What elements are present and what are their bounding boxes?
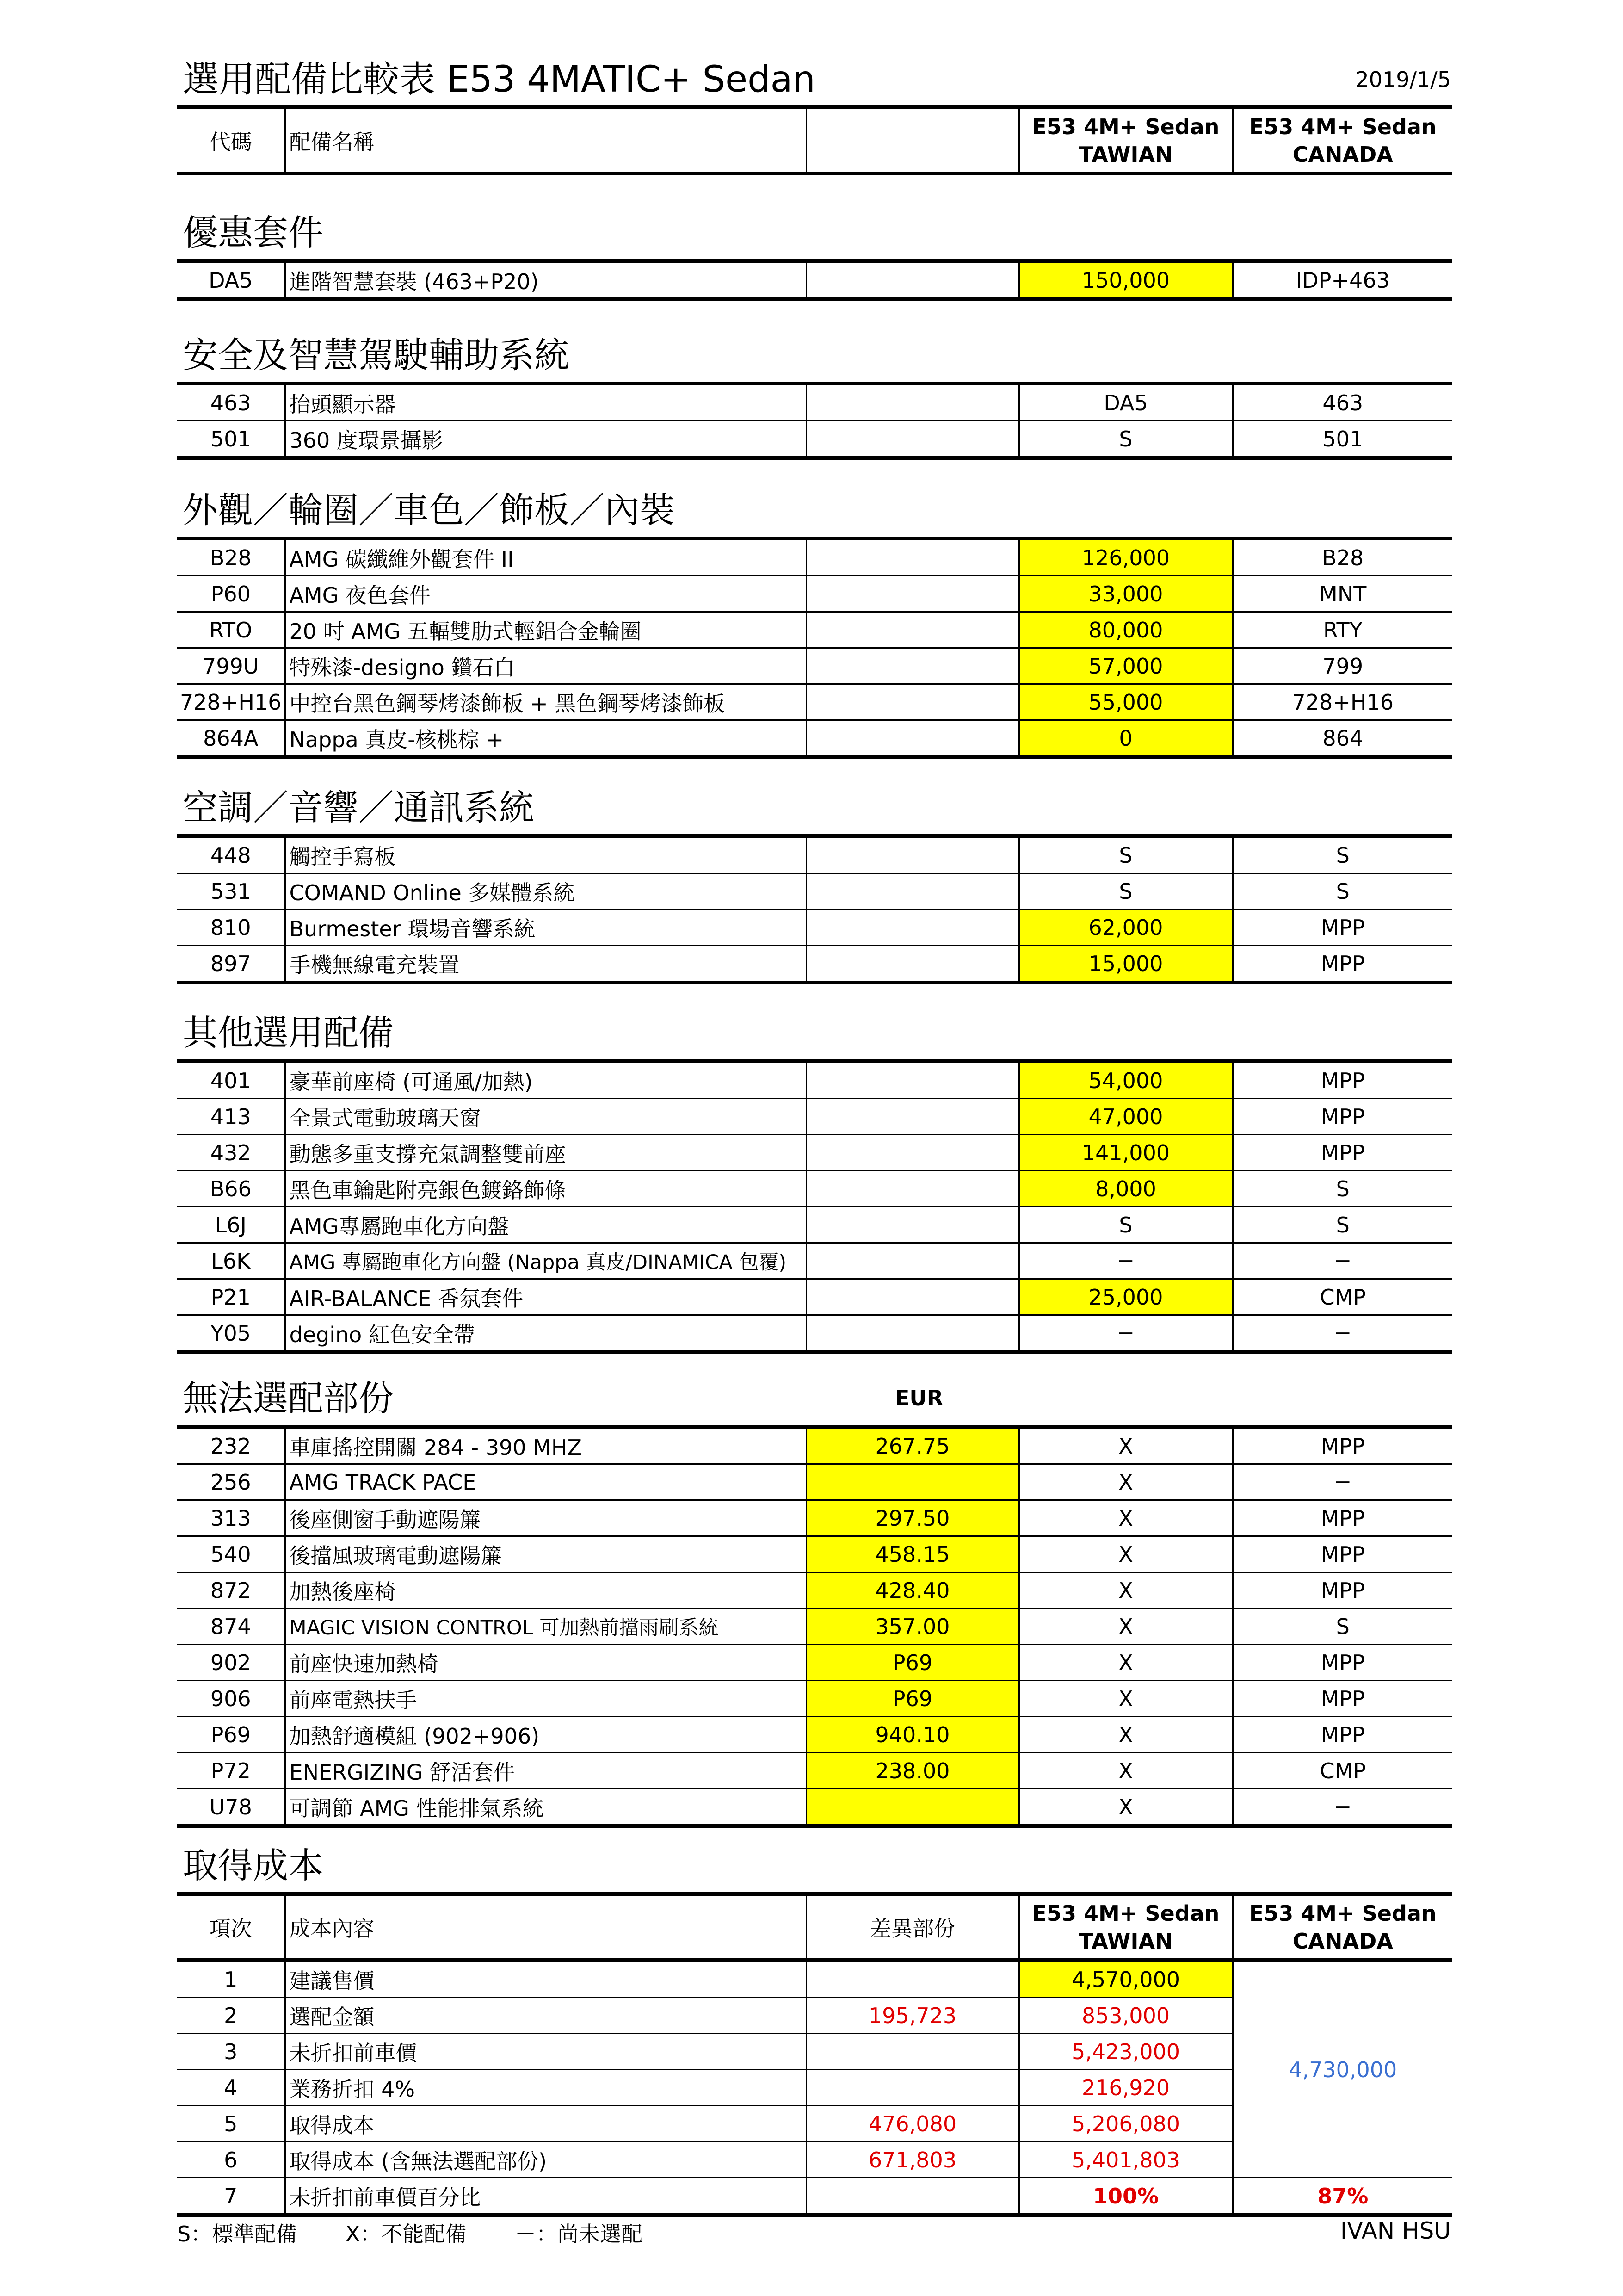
option-code: 401 <box>177 1061 285 1099</box>
canada-value: 728+H16 <box>1233 684 1452 720</box>
option-name: 全景式電動玻璃天窗 <box>285 1099 806 1135</box>
table-row <box>177 1427 1452 1464</box>
table-row <box>177 836 1452 873</box>
option-name: 360 度環景攝影 <box>285 421 806 458</box>
option-name: AMG專屬跑車化方向盤 <box>285 1207 806 1243</box>
option-name: AMG 碳纖維外觀套件 II <box>285 538 806 576</box>
cost-item-name: 建議售價 <box>285 1960 806 1998</box>
cost-header-taiwan-text: E53 4M+ Sedan TAWIAN <box>1032 1900 1220 1954</box>
option-name: 動態多重支撐充氣調整雙前座 <box>285 1135 806 1171</box>
option-code: 874 <box>177 1609 285 1645</box>
canada-value: 463 <box>1233 384 1452 421</box>
taiwan-value: X <box>1019 1500 1233 1536</box>
currency-label: EUR <box>895 1386 944 1411</box>
option-code: 897 <box>177 946 285 983</box>
cost-taiwan: 4,570,000 <box>1019 1960 1233 1998</box>
eur-price <box>806 1099 1019 1135</box>
canada-value: S <box>1233 1171 1452 1207</box>
eur-price <box>806 261 1019 299</box>
section-table <box>177 537 1452 759</box>
eur-price <box>806 1315 1019 1353</box>
taiwan-value: S <box>1019 1207 1233 1243</box>
canada-value: ─ <box>1233 1315 1452 1353</box>
taiwan-value: 57,000 <box>1019 648 1233 684</box>
option-name: 中控台黑色鋼琴烤漆飾板 + 黑色鋼琴烤漆飾板 <box>285 684 806 720</box>
eur-price <box>806 946 1019 983</box>
cost-diff <box>806 2178 1019 2216</box>
cost-index: 5 <box>177 2106 285 2142</box>
option-code: 540 <box>177 1536 285 1572</box>
table-row <box>177 1681 1452 1717</box>
taiwan-value: S <box>1019 836 1233 873</box>
eur-price <box>806 1171 1019 1207</box>
option-name: Burmester 環場音響系統 <box>285 910 806 946</box>
option-code: 864A <box>177 720 285 758</box>
eur-price <box>806 576 1019 612</box>
option-name: AMG 專屬跑車化方向盤 (Nappa 真皮/DINAMICA 包覆) <box>285 1243 806 1279</box>
option-code: Y05 <box>177 1315 285 1353</box>
header-extra <box>806 107 1019 173</box>
cost-header-row <box>177 1894 1452 1960</box>
canada-value: 799 <box>1233 648 1452 684</box>
section-title: 外觀／輪圈／車色／飾板／內裝 <box>183 489 675 531</box>
cost-header-canada <box>1233 1894 1452 1960</box>
option-code: P72 <box>177 1753 285 1789</box>
option-name: AMG TRACK PACE <box>285 1464 806 1500</box>
cost-row <box>177 1960 1452 1998</box>
table-row <box>177 421 1452 458</box>
header-table <box>177 105 1452 175</box>
canada-value: MPP <box>1233 1099 1452 1135</box>
cost-taiwan: 5,423,000 <box>1019 2034 1233 2070</box>
canada-value: MNT <box>1233 576 1452 612</box>
eur-price <box>806 1135 1019 1171</box>
canada-value: MPP <box>1233 910 1452 946</box>
cost-row <box>177 2178 1452 2216</box>
taiwan-value: 55,000 <box>1019 684 1233 720</box>
option-code: 413 <box>177 1099 285 1135</box>
option-code: 872 <box>177 1572 285 1609</box>
table-row <box>177 720 1452 758</box>
option-name: 前座電熱扶手 <box>285 1681 806 1717</box>
taiwan-value: X <box>1019 1572 1233 1609</box>
taiwan-value: X <box>1019 1645 1233 1681</box>
taiwan-value: X <box>1019 1789 1233 1826</box>
option-code: P21 <box>177 1279 285 1315</box>
taiwan-value: X <box>1019 1427 1233 1464</box>
section-table <box>177 382 1452 460</box>
cost-diff <box>806 2070 1019 2106</box>
canada-value: S <box>1233 873 1452 910</box>
option-name: 豪華前座椅 (可通風/加熱) <box>285 1061 806 1099</box>
cost-diff <box>806 1960 1019 1998</box>
table-row <box>177 1464 1452 1500</box>
table-row <box>177 1572 1452 1609</box>
table-row <box>177 1207 1452 1243</box>
option-code: DA5 <box>177 261 285 299</box>
canada-value: MPP <box>1233 1061 1452 1099</box>
table-row <box>177 1279 1452 1315</box>
eur-price <box>806 384 1019 421</box>
canada-value: MPP <box>1233 1572 1452 1609</box>
cost-index: 1 <box>177 1960 285 1998</box>
eur-price: 238.00 <box>806 1753 1019 1789</box>
cost-item-name: 未折扣前車價百分比 <box>285 2178 806 2216</box>
table-row <box>177 1609 1452 1645</box>
option-code: 232 <box>177 1427 285 1464</box>
cost-header-diff: 差異部份 <box>806 1894 1019 1960</box>
taiwan-value: 8,000 <box>1019 1171 1233 1207</box>
eur-price <box>806 538 1019 576</box>
header-name: 配備名稱 <box>285 107 806 173</box>
cost-diff: 476,080 <box>806 2106 1019 2142</box>
eur-price <box>806 1243 1019 1279</box>
cost-header-name: 成本內容 <box>285 1894 806 1960</box>
option-name: 黑色車鑰匙附亮銀色鍍鉻飾條 <box>285 1171 806 1207</box>
author: IVAN HSU <box>1340 2217 1451 2244</box>
canada-value: MPP <box>1233 1536 1452 1572</box>
taiwan-value: DA5 <box>1019 384 1233 421</box>
cost-diff: 671,803 <box>806 2142 1019 2178</box>
option-name: 車庫搖控開關 284 - 390 MHZ <box>285 1427 806 1464</box>
section-title: 無法選配部份 <box>183 1378 394 1419</box>
taiwan-value: 54,000 <box>1019 1061 1233 1099</box>
cost-taiwan: 5,206,080 <box>1019 2106 1233 2142</box>
table-row <box>177 1536 1452 1572</box>
legend-not-selected: －：尚未選配 <box>514 2222 642 2246</box>
table-row <box>177 261 1452 299</box>
canada-value: 864 <box>1233 720 1452 758</box>
option-name: 觸控手寫板 <box>285 836 806 873</box>
canada-value: S <box>1233 836 1452 873</box>
cost-canada-total: 4,730,000 <box>1233 1960 1452 2178</box>
cost-taiwan: 5,401,803 <box>1019 2142 1233 2178</box>
option-code: 501 <box>177 421 285 458</box>
eur-price <box>806 612 1019 648</box>
cost-index: 7 <box>177 2178 285 2216</box>
document-date: 2019/1/5 <box>1355 67 1451 92</box>
taiwan-value: 47,000 <box>1019 1099 1233 1135</box>
canada-value: MPP <box>1233 946 1452 983</box>
table-row <box>177 910 1452 946</box>
option-code: 799U <box>177 648 285 684</box>
eur-price <box>806 421 1019 458</box>
table-row <box>177 612 1452 648</box>
header-code: 代碼 <box>177 107 285 173</box>
table-row <box>177 648 1452 684</box>
canada-value: CMP <box>1233 1279 1452 1315</box>
cost-diff: 195,723 <box>806 1998 1019 2034</box>
canada-value: ─ <box>1233 1789 1452 1826</box>
option-name: 加熱後座椅 <box>285 1572 806 1609</box>
cost-taiwan: 853,000 <box>1019 1998 1233 2034</box>
option-code: 463 <box>177 384 285 421</box>
table-row <box>177 576 1452 612</box>
cost-header-canada-text: E53 4M+ Sedan CANADA <box>1249 1900 1437 1954</box>
section-title: 空調／音響／通訊系統 <box>183 787 534 828</box>
canada-value: MPP <box>1233 1717 1452 1753</box>
option-code: B28 <box>177 538 285 576</box>
table-row <box>177 873 1452 910</box>
eur-price: 940.10 <box>806 1717 1019 1753</box>
section-table <box>177 259 1452 301</box>
taiwan-value: X <box>1019 1681 1233 1717</box>
option-name: 加熱舒適模組 (902+906) <box>285 1717 806 1753</box>
option-code: 256 <box>177 1464 285 1500</box>
option-code: 531 <box>177 873 285 910</box>
option-name: COMAND Online 多媒體系統 <box>285 873 806 910</box>
section-title: 安全及智慧駕駛輔助系統 <box>183 334 569 376</box>
option-code: 313 <box>177 1500 285 1536</box>
cost-diff <box>806 2034 1019 2070</box>
option-name: degino 紅色安全帶 <box>285 1315 806 1353</box>
taiwan-value: 80,000 <box>1019 612 1233 648</box>
table-row <box>177 1717 1452 1753</box>
eur-price <box>806 1789 1019 1826</box>
cost-item-name: 選配金額 <box>285 1998 806 2034</box>
taiwan-value: 62,000 <box>1019 910 1233 946</box>
table-row <box>177 1789 1452 1826</box>
taiwan-value: X <box>1019 1609 1233 1645</box>
eur-price <box>806 836 1019 873</box>
canada-value: S <box>1233 1207 1452 1243</box>
canada-value: 501 <box>1233 421 1452 458</box>
option-name: 手機無線電充裝置 <box>285 946 806 983</box>
option-name: 抬頭顯示器 <box>285 384 806 421</box>
legend-standard: S：標準配備 <box>177 2222 297 2246</box>
canada-value: MPP <box>1233 1500 1452 1536</box>
canada-value: IDP+463 <box>1233 261 1452 299</box>
cost-item-name: 取得成本 <box>285 2106 806 2142</box>
taiwan-value: X <box>1019 1753 1233 1789</box>
canada-value: S <box>1233 1609 1452 1645</box>
option-name: 20 吋 AMG 五輻雙肋式輕鋁合金輪圈 <box>285 612 806 648</box>
option-code: 448 <box>177 836 285 873</box>
canada-value: ─ <box>1233 1243 1452 1279</box>
taiwan-value: X <box>1019 1536 1233 1572</box>
cost-table <box>177 1892 1452 2217</box>
option-name: 可調節 AMG 性能排氣系統 <box>285 1789 806 1826</box>
taiwan-value: S <box>1019 873 1233 910</box>
eur-price: 297.50 <box>806 1500 1019 1536</box>
taiwan-value: S <box>1019 421 1233 458</box>
eur-price <box>806 1061 1019 1099</box>
canada-value: CMP <box>1233 1753 1452 1789</box>
taiwan-value: 15,000 <box>1019 946 1233 983</box>
canada-value: MPP <box>1233 1645 1452 1681</box>
option-code: L6J <box>177 1207 285 1243</box>
taiwan-value: X <box>1019 1464 1233 1500</box>
table-row <box>177 1135 1452 1171</box>
document-title: 選用配備比較表 E53 4MATIC+ Sedan <box>183 59 815 100</box>
table-row <box>177 1500 1452 1536</box>
cost-item-name: 取得成本 (含無法選配部份) <box>285 2142 806 2178</box>
table-row <box>177 1315 1452 1353</box>
section-table <box>177 1059 1452 1354</box>
taiwan-value: 126,000 <box>1019 538 1233 576</box>
section-title: 其他選用配備 <box>183 1012 394 1053</box>
section-title: 優惠套件 <box>183 212 323 253</box>
table-row <box>177 946 1452 983</box>
section-table <box>177 1425 1452 1828</box>
table-row <box>177 1753 1452 1789</box>
option-name: 後擋風玻璃電動遮陽簾 <box>285 1536 806 1572</box>
eur-price: 267.75 <box>806 1427 1019 1464</box>
option-code: 810 <box>177 910 285 946</box>
option-name: Nappa 真皮-核桃棕 + <box>285 720 806 758</box>
option-code: 906 <box>177 1681 285 1717</box>
option-name: 特殊漆-designo 鑽石白 <box>285 648 806 684</box>
section-table <box>177 834 1452 984</box>
eur-price <box>806 1207 1019 1243</box>
option-code: U78 <box>177 1789 285 1826</box>
option-code: L6K <box>177 1243 285 1279</box>
table-row <box>177 684 1452 720</box>
legend <box>177 2217 684 2248</box>
header-col-canada: E53 4M+ Sedan CANADA <box>1233 107 1452 173</box>
option-name: 進階智慧套裝 (463+P20) <box>285 261 806 299</box>
taiwan-value: 0 <box>1019 720 1233 758</box>
option-code: P60 <box>177 576 285 612</box>
eur-price: P69 <box>806 1645 1019 1681</box>
cost-canada-percent: 87% <box>1233 2178 1452 2216</box>
option-code: 728+H16 <box>177 684 285 720</box>
option-name: AMG 夜色套件 <box>285 576 806 612</box>
cost-taiwan: 100% <box>1019 2178 1233 2216</box>
option-name: ENERGIZING 舒活套件 <box>285 1753 806 1789</box>
taiwan-value: ─ <box>1019 1315 1233 1353</box>
canada-value: MPP <box>1233 1681 1452 1717</box>
option-name: AIR-BALANCE 香氛套件 <box>285 1279 806 1315</box>
eur-price: 428.40 <box>806 1572 1019 1609</box>
cost-section-title: 取得成本 <box>183 1845 323 1886</box>
taiwan-value: 141,000 <box>1019 1135 1233 1171</box>
option-code: 432 <box>177 1135 285 1171</box>
eur-price: 357.00 <box>806 1609 1019 1645</box>
eur-price <box>806 648 1019 684</box>
cost-index: 3 <box>177 2034 285 2070</box>
table-row <box>177 1171 1452 1207</box>
table-row <box>177 1243 1452 1279</box>
cost-index: 6 <box>177 2142 285 2178</box>
option-code: B66 <box>177 1171 285 1207</box>
cost-header-index: 項次 <box>177 1894 285 1960</box>
table-row <box>177 1645 1452 1681</box>
canada-value: RTY <box>1233 612 1452 648</box>
legend-unavailable: X：不能配備 <box>345 2222 467 2246</box>
taiwan-value: 25,000 <box>1019 1279 1233 1315</box>
eur-price <box>806 1279 1019 1315</box>
eur-price <box>806 1464 1019 1500</box>
eur-price <box>806 720 1019 758</box>
eur-price <box>806 684 1019 720</box>
cost-item-name: 業務折扣 4% <box>285 2070 806 2106</box>
taiwan-value: 150,000 <box>1019 261 1233 299</box>
option-code: RTO <box>177 612 285 648</box>
canada-value: ─ <box>1233 1464 1452 1500</box>
eur-price <box>806 873 1019 910</box>
cost-index: 2 <box>177 1998 285 2034</box>
canada-value: B28 <box>1233 538 1452 576</box>
eur-price: 458.15 <box>806 1536 1019 1572</box>
table-row <box>177 1061 1452 1099</box>
taiwan-value: ─ <box>1019 1243 1233 1279</box>
option-name: MAGIC VISION CONTROL 可加熱前擋雨刷系統 <box>285 1609 806 1645</box>
taiwan-value: X <box>1019 1717 1233 1753</box>
header-col-taiwan: E53 4M+ Sedan TAWIAN <box>1019 107 1233 173</box>
canada-value: MPP <box>1233 1135 1452 1171</box>
cost-header-taiwan <box>1019 1894 1233 1960</box>
cost-item-name: 未折扣前車價 <box>285 2034 806 2070</box>
cost-index: 4 <box>177 2070 285 2106</box>
option-name: 前座快速加熱椅 <box>285 1645 806 1681</box>
table-row <box>177 384 1452 421</box>
table-row <box>177 1099 1452 1135</box>
option-code: 902 <box>177 1645 285 1681</box>
eur-price: P69 <box>806 1681 1019 1717</box>
cost-taiwan: 216,920 <box>1019 2070 1233 2106</box>
taiwan-value: 33,000 <box>1019 576 1233 612</box>
option-code: P69 <box>177 1717 285 1753</box>
eur-price <box>806 910 1019 946</box>
table-row <box>177 538 1452 576</box>
option-name: 後座側窗手動遮陽簾 <box>285 1500 806 1536</box>
canada-value: MPP <box>1233 1427 1452 1464</box>
